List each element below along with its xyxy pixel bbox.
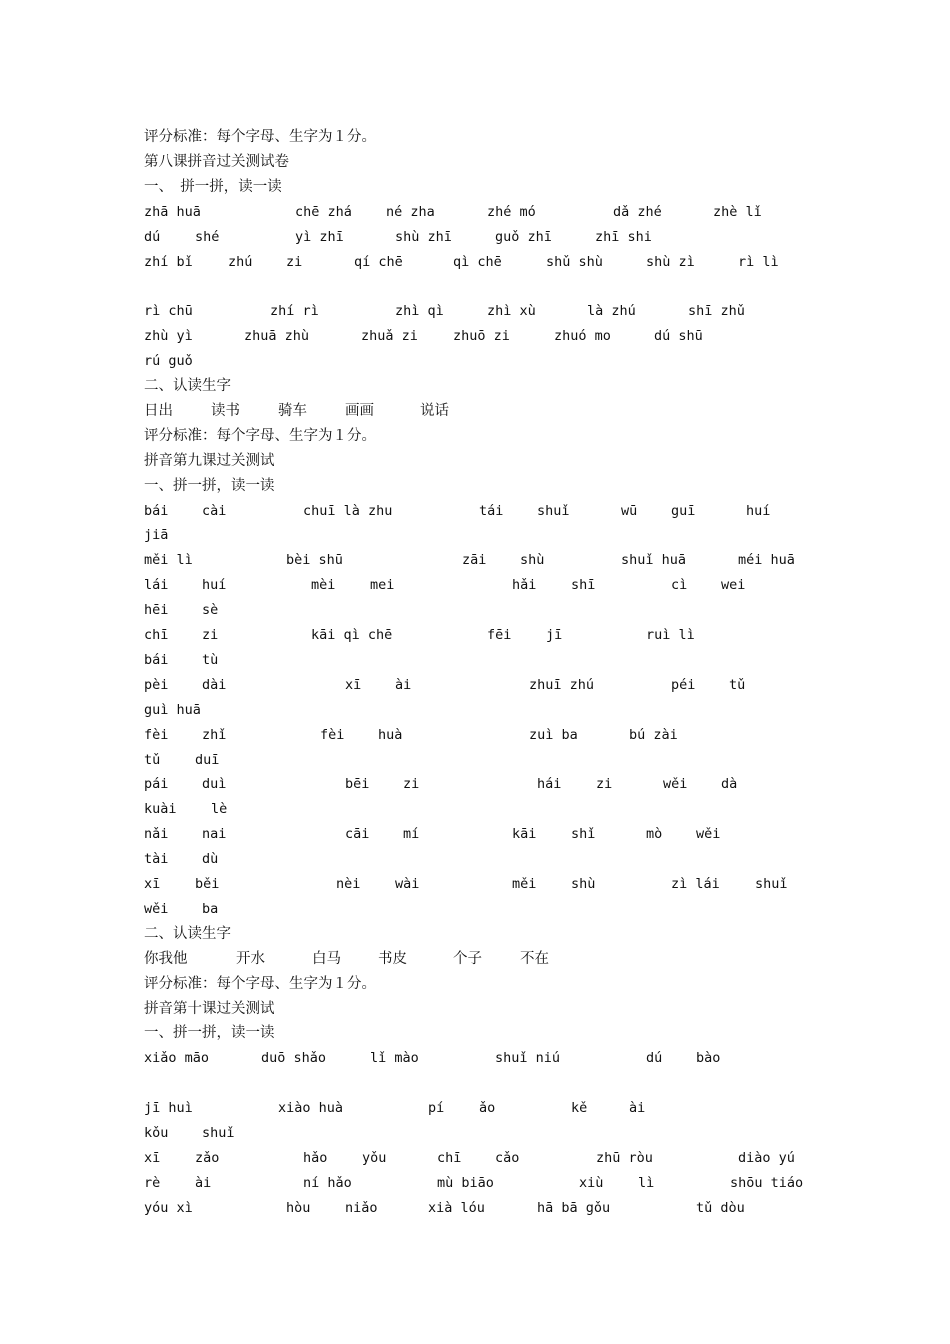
- pinyin-word: guì huā: [144, 701, 201, 718]
- pinyin-word: wei: [721, 577, 746, 594]
- pinyin-line: [144, 548, 890, 572]
- pinyin-word: shù: [571, 876, 596, 892]
- text-segment: 一、拼一拼，读一读: [144, 1025, 275, 1042]
- pinyin-word: dài: [202, 676, 227, 693]
- pinyin-word: zuì ba: [529, 726, 578, 743]
- pinyin-word: tù: [202, 651, 219, 668]
- pinyin-line: [144, 698, 890, 722]
- pinyin-word: zhā huā: [144, 203, 201, 220]
- text-segment: 一、 拼一拼，读一读: [144, 178, 282, 195]
- pinyin-word: shǐ: [571, 826, 596, 843]
- text-segment: 二、认读生字: [144, 925, 231, 942]
- pinyin-word: zi: [596, 776, 613, 793]
- pinyin-word: cài: [202, 502, 227, 519]
- pinyin-word: ǎo: [479, 1100, 496, 1117]
- pinyin-word: guǒ zhī: [495, 228, 552, 245]
- pinyin-word: chī: [144, 627, 169, 643]
- pinyin-line: [144, 872, 890, 896]
- pinyin-word: niǎo: [345, 1199, 378, 1216]
- pinyin-line: [144, 1121, 890, 1145]
- pinyin-word: wěi: [696, 826, 721, 843]
- pinyin-word: zhuǎ zi: [361, 328, 418, 345]
- pinyin-word: běi: [195, 876, 220, 892]
- pinyin-word: zhè lǐ: [713, 203, 762, 220]
- pinyin-word: huí: [746, 502, 771, 519]
- pinyin-word: xiǎo māo: [144, 1050, 210, 1067]
- pinyin-word: bèi shū: [286, 552, 343, 569]
- pinyin-line: [144, 250, 890, 274]
- text-segment: 画画: [345, 402, 374, 419]
- text-line: [144, 972, 890, 996]
- pinyin-word: shī: [571, 577, 596, 594]
- pinyin-word: lè: [211, 801, 228, 818]
- pinyin-word: mí: [403, 826, 420, 843]
- pinyin-line: [144, 897, 890, 921]
- pinyin-word: zhú: [228, 253, 253, 270]
- pinyin-word: shuǐ huā: [621, 552, 687, 569]
- pinyin-word: shù zì: [646, 253, 695, 270]
- pinyin-word: xī: [144, 876, 161, 892]
- pinyin-line: [144, 1196, 890, 1220]
- pinyin-word: zhé mó: [487, 203, 536, 220]
- text-line: [144, 150, 890, 174]
- pinyin-word: guī: [671, 502, 696, 519]
- text-segment: 你我他: [144, 950, 188, 967]
- pinyin-word: ài: [395, 676, 412, 693]
- pinyin-word: zi: [202, 627, 219, 643]
- pinyin-word: tái: [479, 502, 504, 519]
- text-line: [144, 922, 890, 946]
- pinyin-word: diào yú: [738, 1149, 795, 1166]
- text-line: [144, 997, 890, 1021]
- pinyin-word: lì: [638, 1174, 655, 1191]
- pinyin-word: shuǐ: [755, 876, 788, 892]
- pinyin-line: [144, 847, 890, 871]
- pinyin-word: shuǐ niú: [495, 1050, 561, 1067]
- pinyin-line: [144, 324, 890, 348]
- pinyin-word: zhuó mo: [554, 328, 611, 345]
- pinyin-word: duō shǎo: [261, 1050, 327, 1067]
- pinyin-word: měi: [512, 876, 537, 892]
- pinyin-word: hái: [537, 776, 562, 793]
- pinyin-word: dù: [202, 851, 219, 868]
- pinyin-word: xī: [144, 1149, 161, 1166]
- pinyin-word: dǎ zhé: [613, 203, 662, 220]
- text-line: [144, 424, 890, 448]
- text-segment: 个子: [453, 950, 482, 967]
- text-segment: 读书: [211, 402, 240, 419]
- pinyin-word: shù zhī: [395, 228, 452, 245]
- pinyin-word: zhū ròu: [596, 1149, 653, 1166]
- pinyin-word: huí: [202, 577, 227, 594]
- pinyin-word: fèi: [320, 726, 345, 743]
- text-line: [144, 947, 890, 971]
- text-segment: 开水: [236, 950, 265, 967]
- pinyin-word: kāi: [512, 826, 537, 843]
- text-line: [144, 1071, 890, 1095]
- pinyin-word: méi huā: [738, 552, 795, 569]
- pinyin-word: chī: [437, 1149, 462, 1166]
- pinyin-word: dú shū: [654, 328, 703, 345]
- pinyin-word: né zha: [386, 203, 435, 220]
- pinyin-word: zhù yì: [144, 328, 193, 345]
- pinyin-word: jī huì: [144, 1100, 193, 1117]
- pinyin-word: shù: [520, 552, 545, 569]
- pinyin-word: bēi: [345, 776, 370, 793]
- pinyin-word: dà: [721, 776, 738, 793]
- pinyin-word: hā bā gǒu: [537, 1199, 611, 1216]
- text-line: [144, 274, 890, 298]
- pinyin-line: [144, 1096, 890, 1120]
- text-segment: 白马: [312, 950, 341, 967]
- pinyin-word: zhǐ: [202, 726, 227, 743]
- text-segment: 日出: [144, 402, 173, 419]
- pinyin-word: péi: [671, 676, 696, 693]
- pinyin-word: fēi: [487, 627, 512, 643]
- pinyin-word: qí chē: [354, 253, 403, 270]
- pinyin-word: bái: [144, 651, 169, 668]
- pinyin-word: rì chū: [144, 303, 193, 320]
- pinyin-word: chē zhá: [295, 203, 352, 220]
- pinyin-word: zì lái: [671, 876, 720, 892]
- pinyin-word: bào: [696, 1050, 721, 1067]
- pinyin-word: qì chē: [453, 253, 502, 270]
- pinyin-word: tǔ: [144, 751, 161, 768]
- pinyin-word: duì: [202, 776, 227, 793]
- pinyin-word: rì lì: [738, 253, 779, 270]
- pinyin-line: [144, 523, 890, 547]
- text-line: [144, 374, 890, 398]
- pinyin-word: sè: [202, 602, 219, 619]
- pinyin-word: rú guǒ: [144, 353, 193, 370]
- pinyin-word: wài: [395, 876, 420, 892]
- pinyin-word: lǐ mào: [370, 1050, 419, 1067]
- pinyin-word: wěi: [144, 900, 169, 917]
- pinyin-line: [144, 598, 890, 622]
- pinyin-word: nèi: [336, 876, 361, 892]
- pinyin-line: [144, 748, 890, 772]
- pinyin-word: lái: [144, 577, 169, 594]
- pinyin-line: [144, 648, 890, 672]
- pinyin-word: shé: [195, 228, 220, 245]
- pinyin-word: yǒu: [362, 1149, 387, 1166]
- pinyin-word: shuǐ: [202, 1125, 235, 1141]
- pinyin-word: ba: [202, 900, 219, 917]
- text-line: [144, 474, 890, 498]
- pinyin-word: là zhú: [587, 303, 636, 320]
- pinyin-word: kāi qì chē: [311, 627, 393, 643]
- pinyin-word: zi: [286, 253, 303, 270]
- pinyin-word: pái: [144, 776, 169, 793]
- pinyin-word: zhuī zhú: [529, 676, 595, 693]
- pinyin-word: jī: [546, 627, 563, 643]
- pinyin-line: [144, 797, 890, 821]
- pinyin-word: bú zài: [629, 726, 678, 743]
- pinyin-word: xià lóu: [428, 1199, 485, 1216]
- pinyin-word: tǔ dòu: [696, 1199, 745, 1216]
- pinyin-line: [144, 822, 890, 846]
- text-segment: 拼音第十课过关测试: [144, 1000, 275, 1017]
- pinyin-word: huà: [378, 726, 403, 743]
- pinyin-word: zǎo: [195, 1149, 220, 1166]
- pinyin-line: [144, 673, 890, 697]
- pinyin-word: zhuō zi: [453, 328, 510, 345]
- pinyin-word: hēi: [144, 602, 169, 619]
- pinyin-line: [144, 723, 890, 747]
- pinyin-word: kǒu: [144, 1125, 169, 1141]
- pinyin-word: yóu xì: [144, 1199, 193, 1216]
- pinyin-word: hǎo: [303, 1149, 328, 1166]
- pinyin-word: mù biāo: [437, 1174, 494, 1191]
- pinyin-word: kě: [571, 1100, 588, 1117]
- pinyin-word: duī: [195, 751, 220, 768]
- pinyin-line: [144, 200, 890, 224]
- pinyin-line: [144, 225, 890, 249]
- text-segment: 二、认读生字: [144, 378, 231, 394]
- text-line: [144, 399, 890, 423]
- pinyin-word: nǎi: [144, 826, 169, 843]
- pinyin-word: xiào huà: [278, 1100, 344, 1117]
- pinyin-line: [144, 499, 890, 523]
- pinyin-word: hòu: [286, 1199, 311, 1216]
- text-line: [144, 449, 890, 473]
- pinyin-word: dú: [646, 1050, 663, 1067]
- pinyin-word: jiā: [144, 527, 169, 544]
- pinyin-word: ài: [195, 1174, 212, 1191]
- pinyin-line: [144, 573, 890, 597]
- pinyin-word: zhī shi: [595, 228, 652, 245]
- text-segment: 不在: [520, 950, 549, 967]
- pinyin-line: [144, 1146, 890, 1170]
- pinyin-word: cì: [671, 577, 688, 594]
- pinyin-word: mèi: [311, 577, 336, 594]
- text-segment: 骑车: [278, 402, 307, 419]
- pinyin-word: cāi: [345, 826, 370, 843]
- pinyin-word: ní hǎo: [303, 1174, 352, 1191]
- pinyin-word: zhì xù: [487, 303, 536, 320]
- pinyin-word: wū: [621, 502, 638, 519]
- pinyin-line: [144, 623, 890, 647]
- text-segment: 一、拼一拼，读一读: [144, 477, 275, 494]
- pinyin-word: ruì lì: [646, 627, 695, 643]
- pinyin-word: zhì qì: [395, 303, 444, 320]
- pinyin-word: wěi: [663, 776, 688, 793]
- pinyin-word: zhí bǐ: [144, 253, 193, 270]
- text-line: [144, 175, 890, 199]
- pinyin-word: zhuā zhù: [244, 328, 310, 345]
- pinyin-word: dú: [144, 228, 161, 245]
- text-segment: 拼音第九课过关测试: [144, 452, 275, 469]
- text-line: [144, 1021, 890, 1045]
- pinyin-word: kuài: [144, 801, 177, 818]
- text-segment: 书皮: [378, 950, 407, 967]
- pinyin-line: [144, 1171, 890, 1195]
- pinyin-word: zhí rì: [270, 303, 319, 320]
- pinyin-word: pí: [428, 1100, 445, 1117]
- pinyin-word: tǔ: [729, 676, 746, 693]
- pinyin-line: [144, 1046, 890, 1070]
- pinyin-line: [144, 772, 890, 796]
- text-segment: 评分标准：每个字母、生字为１分。: [144, 427, 376, 444]
- pinyin-word: pèi: [144, 676, 169, 693]
- pinyin-word: yì zhī: [295, 228, 344, 245]
- text-segment: 评分标准：每个字母、生字为１分。: [144, 129, 376, 145]
- pinyin-word: shuǐ: [537, 502, 570, 519]
- pinyin-word: chuī là zhu: [303, 502, 393, 519]
- pinyin-word: rè: [144, 1174, 161, 1191]
- pinyin-word: shī zhǔ: [688, 303, 745, 320]
- pinyin-word: hǎi: [512, 577, 537, 594]
- pinyin-word: shōu tiáo: [730, 1174, 804, 1191]
- pinyin-word: zāi: [462, 552, 487, 569]
- pinyin-word: mei: [370, 577, 395, 594]
- text-line: [144, 125, 890, 149]
- pinyin-word: zi: [403, 776, 420, 793]
- pinyin-word: tài: [144, 851, 169, 868]
- pinyin-line: [144, 349, 890, 373]
- pinyin-line: [144, 299, 890, 323]
- text-segment: 说话: [420, 402, 449, 419]
- pinyin-word: cǎo: [495, 1149, 520, 1166]
- pinyin-word: nai: [202, 826, 227, 843]
- pinyin-word: xī: [345, 676, 362, 693]
- pinyin-word: měi lì: [144, 552, 193, 569]
- pinyin-word: xiù: [579, 1174, 604, 1191]
- text-segment: 评分标准：每个字母、生字为１分。: [144, 975, 376, 992]
- pinyin-word: bái: [144, 502, 169, 519]
- pinyin-word: fèi: [144, 726, 169, 743]
- text-segment: 第八课拼音过关测试卷: [144, 153, 289, 170]
- pinyin-word: shǔ shù: [546, 253, 603, 270]
- pinyin-word: ài: [629, 1100, 646, 1117]
- pinyin-word: mò: [646, 826, 663, 843]
